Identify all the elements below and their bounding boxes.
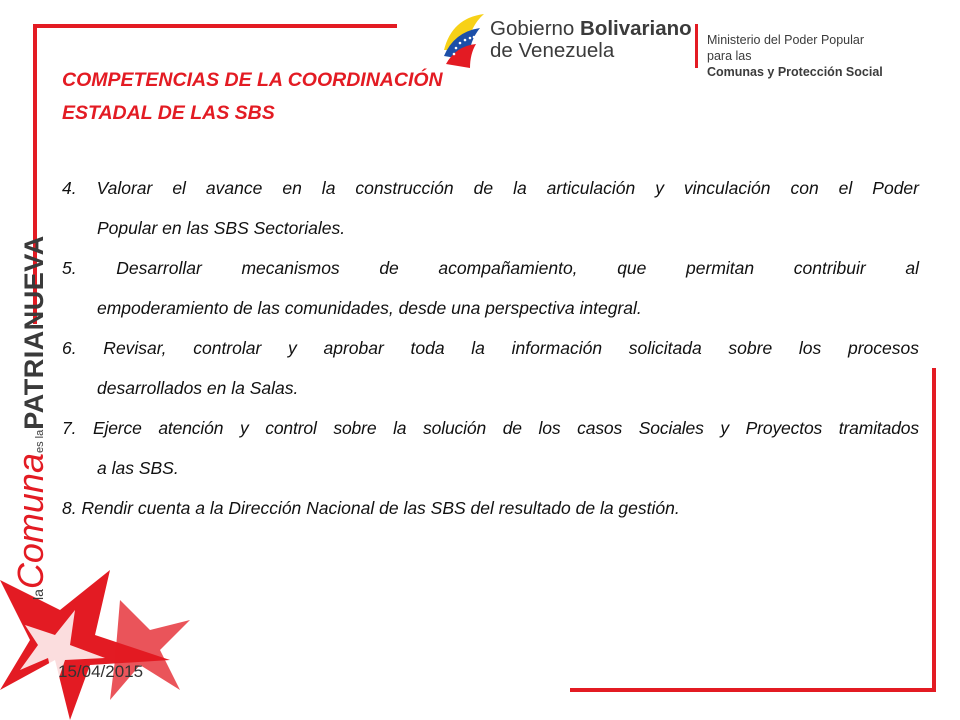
- item-text: 7. Ejerce atención y control sobre la solución de los casos Sociales y Proyectos tramitados: [62, 418, 919, 438]
- frame-right-line: [932, 368, 936, 692]
- ministry-line1: Ministerio del Poder Popular: [707, 33, 865, 47]
- item-continuation: desarrollados en la Salas.: [97, 378, 299, 398]
- logo-divider: [695, 24, 698, 68]
- item-continuation: Popular en las SBS Sectoriales.: [97, 218, 346, 238]
- frame-top-line: [33, 24, 397, 28]
- page-title: [62, 64, 443, 130]
- list-item: [62, 488, 919, 528]
- gov-name-part1: Gobierno: [490, 17, 581, 40]
- brand-patria: PATRIANUEVA: [19, 235, 49, 430]
- item-text: 6. Revisar, controlar y aprobar toda la información solicitada sobre los procesos: [62, 338, 919, 358]
- brand-comuna: Comuna: [10, 453, 51, 590]
- item-text: 4. Valorar el avance en la construcción de la articulación y vinculación con el Poder: [62, 178, 919, 198]
- government-logo: [440, 8, 950, 80]
- venezuela-flag-icon: [440, 10, 490, 72]
- title-line1: COMPETENCIAS DE LA COORDINACIÓN: [62, 69, 443, 91]
- ministry-line2b: Comunas y Protección Social: [707, 65, 883, 79]
- item-text: 5. Desarrollar mecanismos de acompañamiento, que permitan contribuir al: [62, 258, 919, 278]
- brand-logo: [10, 235, 52, 600]
- title-line2: ESTADAL DE LAS SBS: [62, 102, 275, 124]
- slide-date: 15/04/2015: [58, 662, 144, 681]
- list-item: [62, 408, 919, 488]
- item-text: 8. Rendir cuenta a la Dirección Nacional de las SBS del resultado de la gestión.: [62, 498, 680, 518]
- brand-la: la: [30, 589, 46, 600]
- frame-bottom-line: [570, 688, 936, 692]
- ministry-name: [707, 32, 883, 80]
- item-continuation: empoderamiento de las comunidades, desde una perspectiva integral.: [97, 298, 642, 318]
- list-item: [62, 328, 919, 408]
- brand-esla: es la: [34, 429, 46, 454]
- government-name: [490, 18, 692, 62]
- gov-name-part2: Bolivariano: [580, 17, 692, 40]
- competencies-list: [62, 168, 919, 528]
- item-continuation: a las SBS.: [97, 458, 179, 478]
- gov-name-line2: de Venezuela: [490, 39, 615, 62]
- list-item: [62, 168, 919, 248]
- list-item: [62, 248, 919, 328]
- ministry-line2a: para las: [707, 49, 752, 63]
